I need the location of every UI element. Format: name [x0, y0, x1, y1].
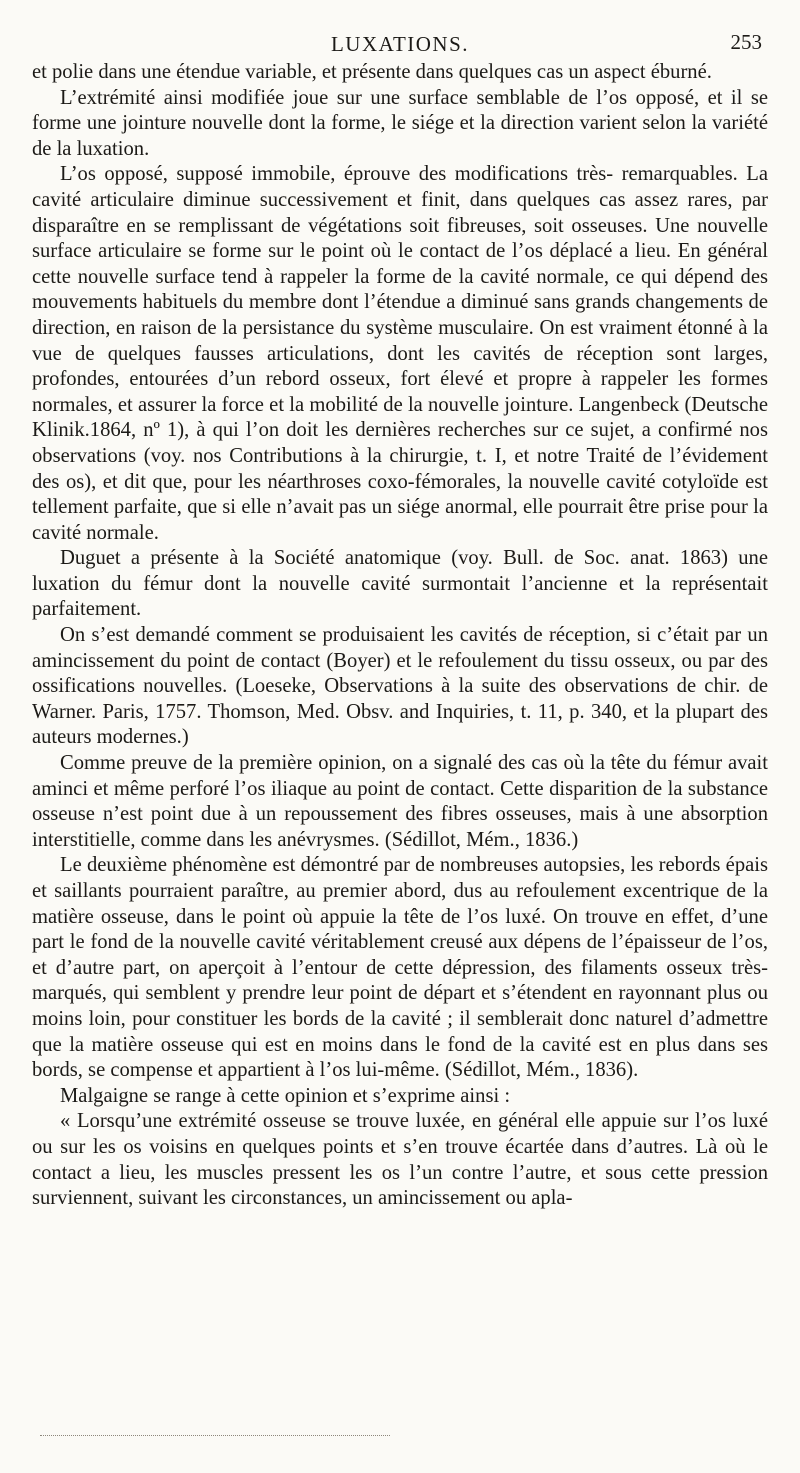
paragraph: Le deuxième phénomène est démontré par de nombreuses autopsies, les rebords épais et saillants pourraient paraître, au premier abord, dus au refoulement excentrique de la matière osseuse, dans le point où appuie la tête de l’os luxé. On trouve en effet, d’une part le fond de la nouvelle cavité véritablement creusé aux dépens de l’épaisseur de l’os, et d’autre part, on aperçoit à l’entour de cette dépression, des filaments osseux très-marqués, qui semblent y prendre leur point de départ et s’étendent en rayonnant plus ou moins loin, pour constituer les bords de la cavité ; il semblerait donc naturel d’admettre que la matière osseuse qui est en moins dans le fond de la cavité est en plus dans ses bords, se compense et appartient à l’os lui-même. (Sédillot, Mém., 1836). [32, 854, 768, 1082]
paragraph: « Lorsqu’une extrémité osseuse se trouve luxée, en général elle appuie sur l’os luxé ou sur les os voisins en quelques points et s’en trouve écartée dans d’autres. Là où le contact a lieu, les muscles pressent les os l’un contre l’autre, et sous cette pression surviennent, suivant les circonstances, un amincissement ou apla- [32, 1110, 768, 1210]
running-title: LUXATIONS. [330, 32, 470, 56]
page-number: 253 [730, 30, 762, 54]
footer-dotted-rule [40, 1435, 390, 1436]
paragraph: Duguet a présente à la Société anatomique (voy. Bull. de Soc. anat. 1863) une luxation du fémur dont la nouvelle cavité surmontait l’ancienne et la représentait parfaitement. [32, 547, 768, 621]
paragraph: Comme preuve de la première opinion, on a signalé des cas où la tête du fémur avait aminci et même perforé l’os iliaque au point de contact. Cette disparition de la substance osseuse n’est point due à un repoussement des fibres osseuses, mais à une absorption interstitielle, comme dans les anévrysmes. (Sédillot, Mém., 1836.) [32, 752, 768, 851]
paragraph: L’os opposé, supposé immobile, éprouve des modifications très- remarquables. La cavité articulaire diminue successivement et finit, dans quelques cas assez rares, par disparaître en se remplissant de végétations soit fibreuses, soit osseuses. Une nouvelle surface articulaire se forme sur le point où le contact de l’os déplacé a lieu. En général cette nouvelle surface tend à rappeler la forme de la cavité normale, ce qui dépend des mouvements habituels du membre dont l’étendue a diminué sans grands changements de direction, en raison de la persistance du système musculaire. On est vraiment étonné à la vue de quelques fausses articulations, dont les cavités de réception sont larges, profondes, entourées d’un rebord osseux, fort élevé et propre à rappeler les formes normales, et assurer la force et la mobilité de la nouvelle jointure. Langenbeck (Deutsche Klinik.1864, nº 1), à qui l’on doit les dernières recherches sur ce sujet, a confirmé nos observations (voy. nos Contributions à la chirurgie, t. I, et notre Traité de l’évidement des os), et dit que, pour les néarthroses coxo-fémorales, la nouvelle cavité cotyloïde est tellement parfaite, que si elle n’avait pas un siége anormal, elle pourrait être prise pour la cavité normale. [32, 163, 768, 544]
paragraph-continued: et polie dans une étendue variable, et présente dans quelques cas un aspect éburné. [32, 61, 712, 83]
paragraph: Malgaigne se range à cette opinion et s’exprime ainsi : [60, 1084, 511, 1107]
body-text [32, 60, 768, 1212]
paragraph: On s’est demandé comment se produisaient les cavités de réception, si c’était par un amincissement du point de contact (Boyer) et le refoulement du tissu osseux, ou par des ossifications nouvelles. (Loeseke, Observations à la suite des observations de chir. de Warner. Paris, 1757. Thomson, Med. Obsv. and Inquiries, t. 11, p. 340, et la plupart des auteurs modernes.) [32, 624, 768, 749]
running-head [0, 30, 800, 60]
paragraph: L’extrémité ainsi modifiée joue sur une surface semblable de l’os opposé, et il se forme une jointure nouvelle dont la forme, le siége et la direction varient selon la variété de la luxation. [32, 86, 768, 160]
